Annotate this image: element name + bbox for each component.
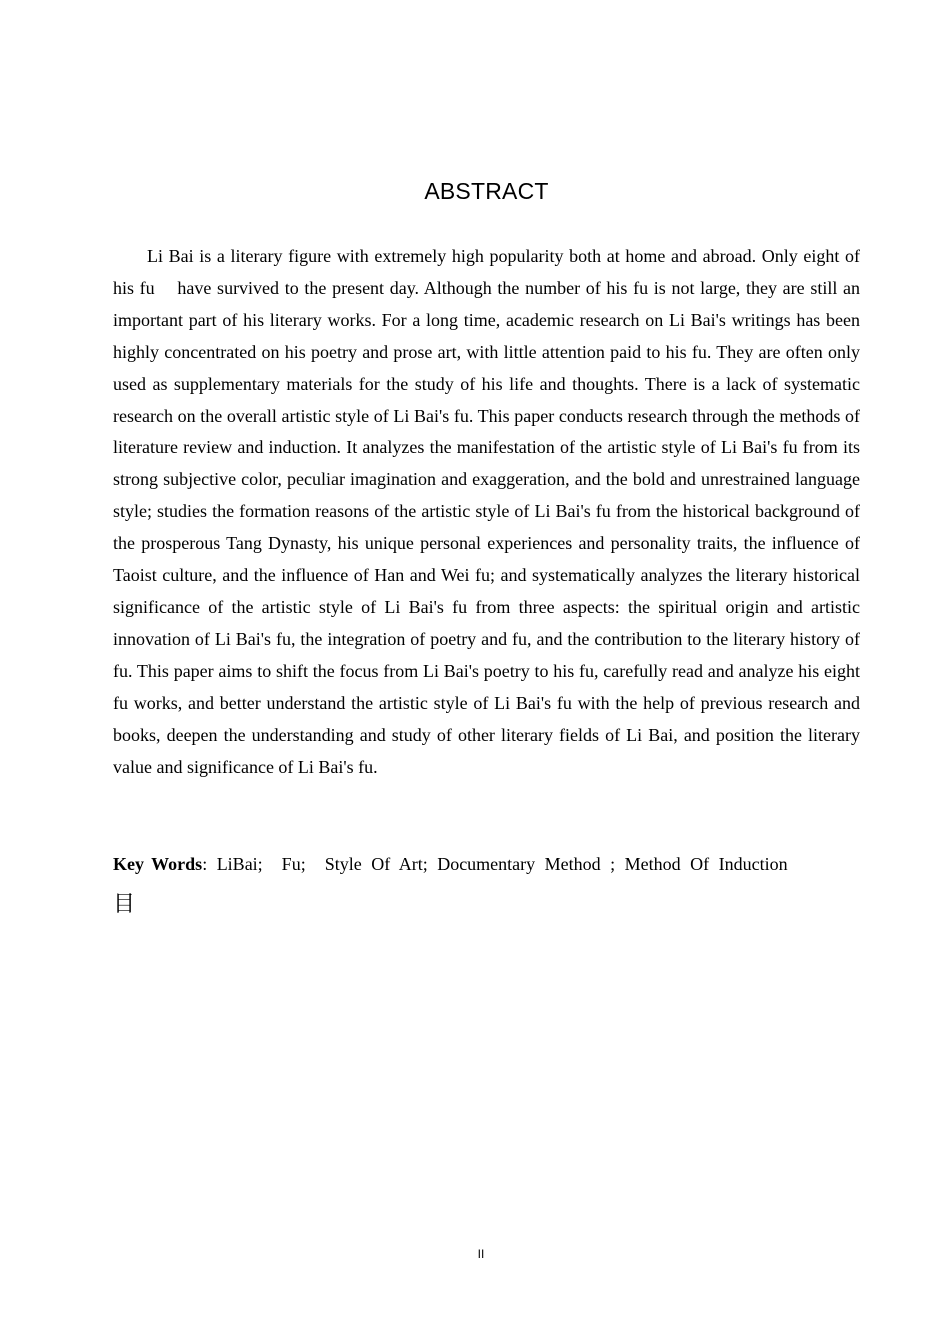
page-number: II xyxy=(477,1247,485,1261)
toc-heading-fragment: 目 xyxy=(113,892,136,917)
abstract-body: Li Bai is a literary figure with extremely high popularity both at home and abroad. Only eight of his fu have survived to the present day. Although the number of his fu is not large, they are still an important part of his literary works. For a long time, academic research on Li Bai's writings has been highly concentrated on his poetry and prose art, with little attention paid to his fu. They are often only used as supplementary materials for the study of his life and thoughts. There is a lack of systematic research on the overall artistic style of Li Bai's fu. This paper conducts research through the methods of literature review and induction. It analyzes the manifestation of the artistic style of Li Bai's fu from its strong subjective color, peculiar imagination and exaggeration, and the bold and unrestrained language style; studies the formation reasons of the artistic style of Li Bai's fu from the historical background of the prosperous Tang Dynasty, his unique personal experiences and personality traits, the influence of Taoist culture, and the influence of Han and Wei fu; and systematically analyzes the literary historical significance of the artistic style of Li Bai's fu from three aspects: the spiritual origin and artistic innovation of Li Bai's fu, the integration of poetry and fu, and the contribution to the literary history of fu. This paper aims to shift the focus from Li Bai's poetry to his fu, carefully read and analyze his eight fu works, and better understand the artistic style of Li Bai's fu with the help of previous research and books, deepen the understanding and study of other literary fields of Li Bai, and position the literary value and significance of Li Bai's fu. xyxy=(113,246,860,777)
keywords-text: : LiBai; Fu; Style Of Art; Documentary Method ; Method Of Induction xyxy=(202,854,788,874)
keywords-label: Key Words xyxy=(113,854,203,874)
abstract-title: ABSTRACT xyxy=(424,178,549,204)
keywords-line xyxy=(113,850,833,878)
